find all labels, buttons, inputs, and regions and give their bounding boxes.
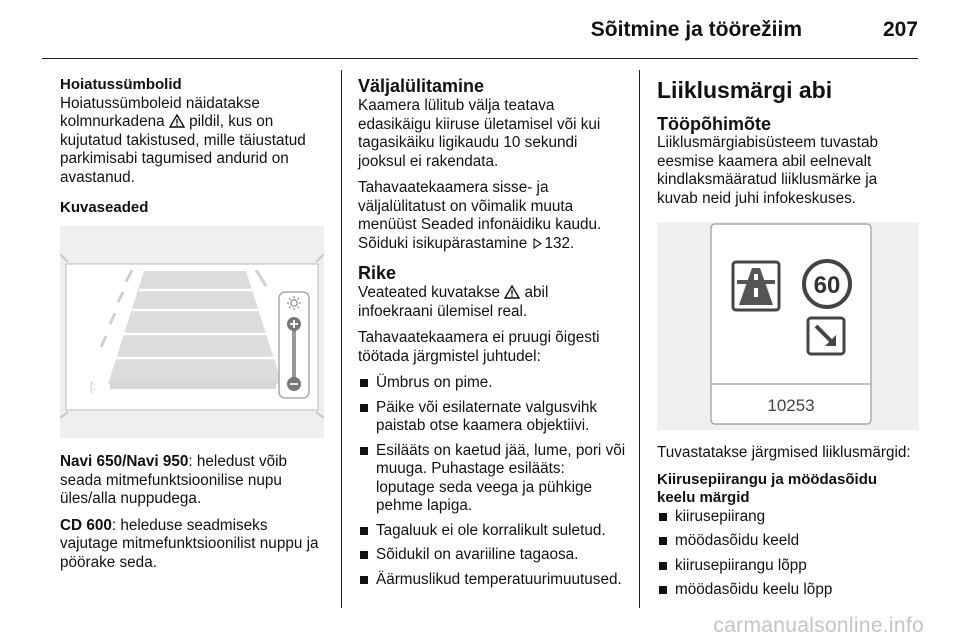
cd-label: CD 600 [60, 516, 112, 534]
warning-symbols-paragraph [60, 95, 328, 188]
cd-paragraph [60, 517, 328, 573]
list-item: kiirusepiirangu lõpp [657, 557, 919, 576]
fault-paragraph-1 [358, 284, 626, 321]
list-item: möödasõidu keelu lõpp [657, 581, 919, 600]
principle-heading: Tööpõhimõte [657, 114, 771, 134]
list-item: Tagaluuk ei ole korralikult suletud. [358, 522, 626, 541]
detected-signs-paragraph: Tuvastatakse järgmised liiklusmärgid: [657, 444, 911, 461]
column-1 [60, 76, 328, 226]
warning-symbols-text-a: Hoiatussümboleid näidatakse kolmnurkadena [60, 94, 260, 130]
camera-display-illustration [60, 226, 324, 438]
traffic-sign-assist-heading: Liiklusmärgi abi [657, 77, 833, 103]
navi-label: Navi 650/Navi 950 [60, 453, 189, 470]
sign-code-label: 10253 [767, 396, 815, 415]
brightness-minus-icon [287, 377, 301, 391]
list-item: Päike või esilaternate valgusvihk paistab otse kaamera objektiivi. [358, 399, 626, 436]
list-item: Sõidukil on avariiline tagaosa. [358, 546, 626, 565]
speed-signs-heading: Kiirusepiirangu ja möödasõidu keelu märgid [657, 470, 878, 506]
list-item: möödasõidu keeld [657, 532, 919, 551]
column-1-lower [60, 453, 328, 580]
list-item: Ümbrus on pime. [358, 374, 626, 393]
warning-symbols-text-b: pildil, kus on kujutatud takistused, mille täiustatud parkimisabi tagumised andurid on avastanud. [60, 113, 306, 186]
list-item: Äärmuslikud temperatuurimuutused. [358, 571, 626, 590]
switch-off-page-ref: 132. [544, 234, 575, 252]
switch-off-paragraph-2 [358, 179, 626, 253]
speed-signs-list [657, 508, 919, 600]
principle-paragraph: Liiklusmärgiabisüsteem tuvastab eesmise kaamera abil eelnevalt kindlaksmääratud liiklusmärke ja kuvab neid juhi infokeskuses. [657, 134, 879, 207]
image-settings-heading: Kuvaseaded [60, 199, 149, 216]
column-divider-2 [639, 70, 640, 608]
speed-limit-value: 60 [813, 272, 841, 299]
fault-heading: Rike [358, 263, 397, 283]
warning-triangle-icon [504, 285, 520, 299]
fault-text-a: Veateated kuvatakse [358, 284, 501, 301]
info-display-panel [711, 224, 871, 424]
motorway-sign-icon [733, 262, 779, 310]
fault-paragraph-2: Tahavaatekaamera ei pruugi õigesti töötada järgmistel juhtudel: [358, 329, 600, 365]
bumper-bar [110, 380, 276, 389]
switch-off-heading: Väljalülitamine [358, 76, 485, 96]
column-2 [358, 76, 626, 595]
switch-off-paragraph-1: Kaamera lülitub välja teatava edasikäigu kiiruse ületamisel või kui tagasikäiku ligikaudu 10 sekundi jooksul ei rakendata. [358, 97, 601, 170]
switch-off-text: Tahavaatekaamera sisse- ja väljalülitatust on võimalik muuta menüüst Seaded infonäidiku kaudu. Sõiduki isikupärastamine [358, 179, 602, 252]
watermark: carmanualsonline.info [713, 614, 924, 637]
warning-triangle-icon [169, 114, 185, 128]
cd-text: : heleduse seadmiseks vajutage mitmefunktsioonilist nuppu ja pöörake seda. [60, 516, 319, 571]
navi-text: : heledust võib seada mitmefunktsioonilise nupu üles/alla nuppudega. [60, 453, 288, 507]
brightness-plus-icon [287, 317, 301, 331]
page-header-title: Sõitmine ja töörežiim [590, 18, 802, 41]
column-3-lower [657, 444, 919, 606]
list-item: Esilääts on kaetud jää, lume, pori või muuga. Puhastage esilääts: loputage seda veega ja pühkige pehme lapiga. [358, 442, 626, 516]
header-rule [42, 58, 918, 59]
fault-list [358, 374, 626, 589]
page-number: 207 [882, 18, 918, 41]
direction-arrow-sign-icon [808, 318, 844, 354]
column-3 [657, 76, 919, 216]
list-item: kiirusepiirang [657, 508, 919, 527]
warning-symbols-heading: Hoiatussümbolid [60, 76, 182, 93]
fault-text-b: abil infoekraani ülemisel real. [358, 284, 549, 320]
column-divider-1 [341, 70, 342, 608]
bumper-edge-mark: [: [90, 381, 97, 393]
page-reference-arrow-icon [533, 238, 542, 249]
traffic-sign-display-illustration [657, 222, 919, 430]
navi-paragraph [60, 453, 328, 509]
